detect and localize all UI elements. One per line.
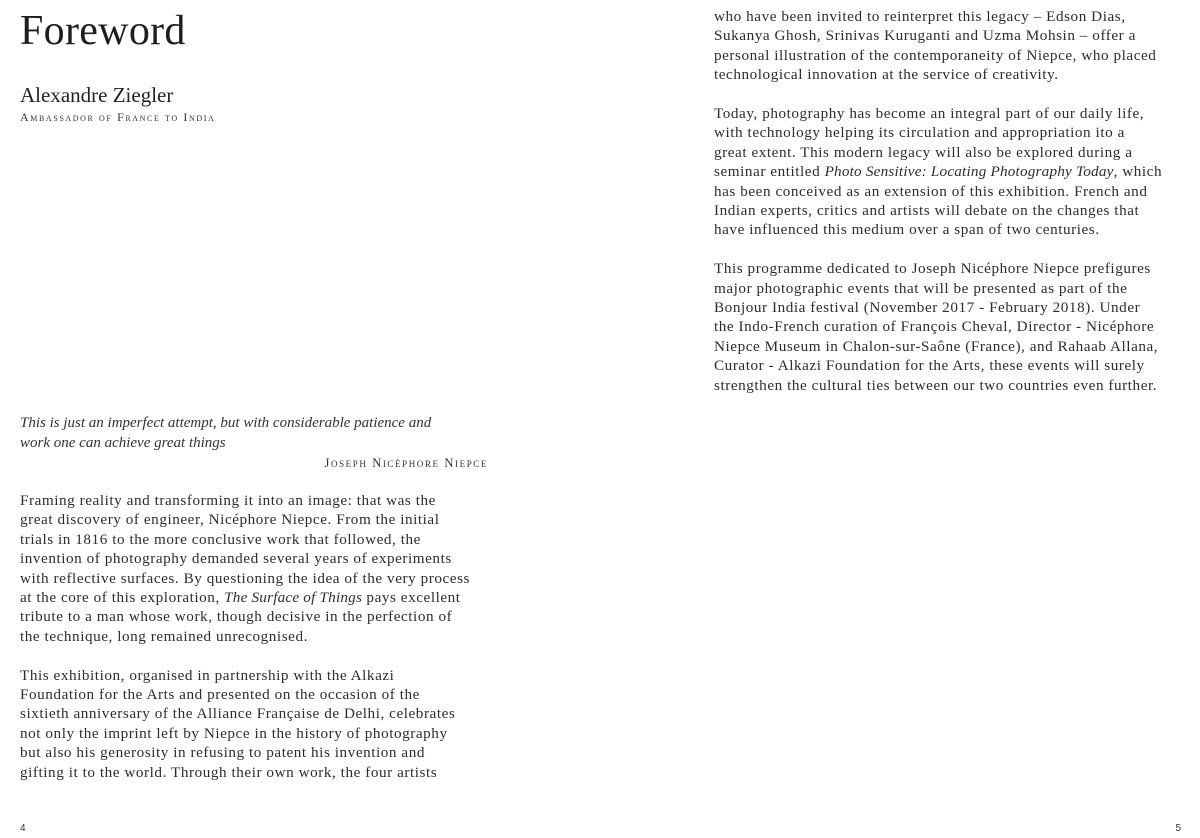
text-line: not only the imprint left by Niepce in the history of photography <box>20 724 448 742</box>
text-line: has been conceived as an extension of this exhibition. French and <box>714 182 1148 200</box>
epigraph-line: work one can achieve great things <box>20 434 226 451</box>
text-line: but also his generosity in refusing to patent his invention and <box>20 744 426 762</box>
text-line: tribute to a man whose work, though decisive in the perfection of <box>20 608 453 626</box>
paragraph <box>714 259 1184 395</box>
text-line: major photographic events that will be presented as part of the <box>714 279 1128 297</box>
epigraph-quote <box>20 414 490 453</box>
text-line: the technique, long remained unrecognised. <box>20 627 308 645</box>
exhibition-title: The Surface of Things <box>224 589 363 607</box>
text-line: sixtieth anniversary of the Alliance Française de Delhi, celebrates <box>20 705 456 723</box>
text-line: invention of photography demanded several years of experiments <box>20 550 452 568</box>
epigraph <box>20 414 490 471</box>
page-number: 4 <box>20 823 26 834</box>
text-line: great extent. This modern legacy will also be explored during a <box>714 143 1133 161</box>
seminar-title: Photo Sensitive: Locating Photography Today <box>824 163 1114 181</box>
text-line: trials in 1816 to the more conclusive work that followed, the <box>20 530 421 548</box>
author-name: Alexandre Ziegler <box>20 83 174 107</box>
text-line <box>20 588 488 607</box>
page-number: 5 <box>1175 823 1181 834</box>
text-line: strengthen the cultural ties between our two countries even further. <box>714 376 1158 394</box>
epigraph-line: This is just an imperfect attempt, but with considerable patience and <box>20 415 432 431</box>
text-line: Indian experts, critics and artists will debate on the changes that <box>714 202 1140 220</box>
text-line: Niepce Museum in Chalon-sur-Saône (France), and Rahaab Allana, <box>714 337 1159 355</box>
text-line: Sukanya Ghosh, Srinivas Kuruganti and Uzma Mohsin – offer a <box>714 27 1136 45</box>
text-line <box>714 162 1184 181</box>
text-line: who have been invited to reinterpret this legacy – Edson Dias, <box>714 8 1126 25</box>
text-segment: at the core of this exploration, <box>20 589 225 607</box>
text-line: This programme dedicated to Joseph Nicéphore Niepce prefigures <box>714 260 1151 278</box>
text-segment: , which <box>1113 163 1163 181</box>
text-line: great discovery of engineer, Nicéphore Niepce. From the initial <box>20 511 440 529</box>
text-line: personal illustration of the contemporaneity of Niepce, who placed <box>714 46 1157 64</box>
text-line: with reflective surfaces. By questioning the idea of the very process <box>20 569 470 587</box>
text-line: gifting it to the world. Through their own work, the four artists <box>20 763 438 781</box>
paragraph <box>714 7 1184 85</box>
text-segment: pays excellent <box>362 589 461 607</box>
text-line: with technology helping its circulation and appropriation ito a <box>714 124 1125 142</box>
paragraph <box>20 491 488 646</box>
paragraph <box>714 104 1184 240</box>
page-title: Foreword <box>20 8 186 54</box>
right-body-text <box>714 7 1184 395</box>
text-line: Curator - Alkazi Foundation for the Arts, these events will surely <box>714 357 1145 375</box>
author-role: Ambassador of France to India <box>20 110 216 124</box>
text-segment: seminar entitled <box>714 163 825 181</box>
text-line: the Indo-French curation of François Cheval, Director - Nicéphore <box>714 318 1155 336</box>
paragraph <box>20 666 488 782</box>
epigraph-attribution: Joseph Nicéphore Niepce <box>324 456 488 470</box>
text-line: Framing reality and transforming it into an image: that was the <box>20 492 436 509</box>
text-line: Today, photography has become an integral part of our daily life, <box>714 105 1145 123</box>
text-line: technological innovation at the service of creativity. <box>714 66 1059 84</box>
text-line: Foundation for the Arts and presented on the occasion of the <box>20 686 420 704</box>
left-body-text <box>20 491 488 782</box>
text-line: have influenced this medium over a span of two centuries. <box>714 221 1100 239</box>
text-line: Bonjour India festival (November 2017 - February 2018). Under <box>714 299 1141 317</box>
right-page <box>600 0 1200 838</box>
text-line: This exhibition, organised in partnership with the Alkazi <box>20 666 395 684</box>
